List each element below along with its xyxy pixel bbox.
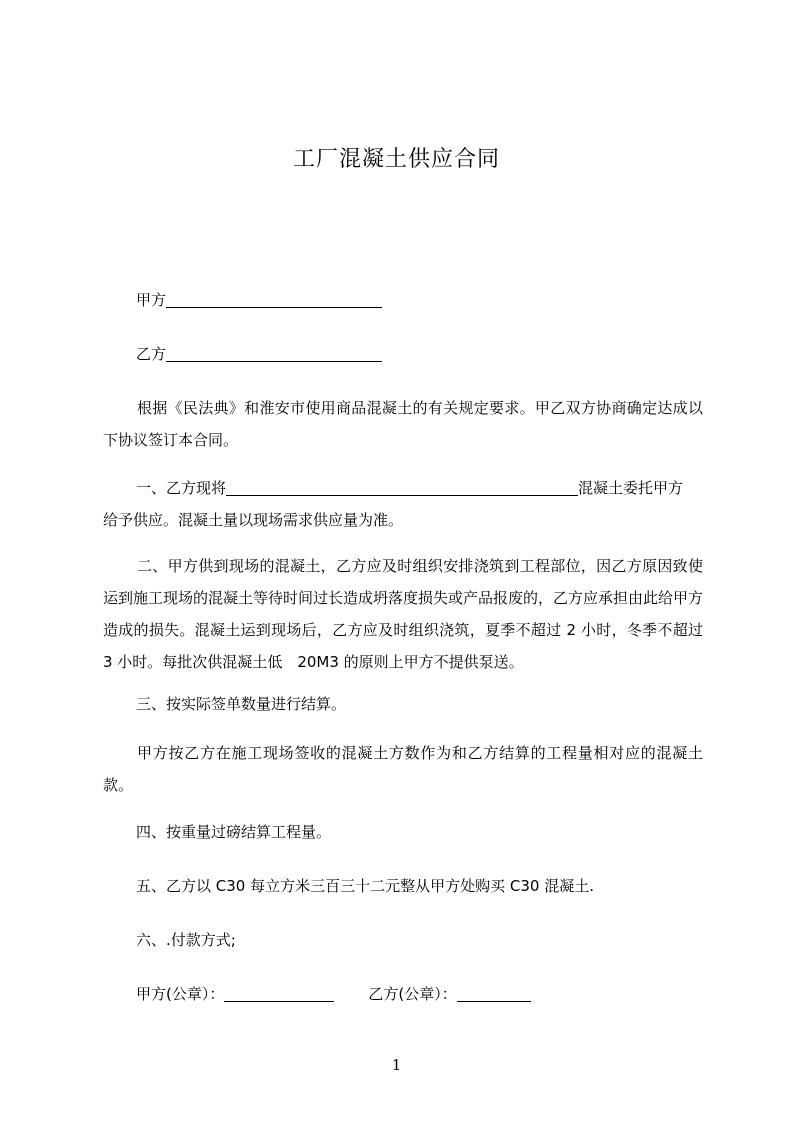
clause-5-paragraph: 五、乙方以 C30 每立方米三百三十二元整从甲方处购买 C30 混凝土.: [136, 877, 594, 895]
party-b-label: 乙方: [136, 345, 167, 363]
seal-line: [136, 978, 736, 1010]
seal-a-label: 甲方(公章）：: [136, 985, 225, 1003]
page-number: 1: [391, 1056, 402, 1074]
seal-b-blank: [457, 983, 531, 1002]
clause-2-paragraph: 二、甲方供到现场的混凝土，乙方应及时组织安排浇筑到工程部位，因乙方原因致使运到施工现场的混凝土等待时间过长造成坍落度损失或产品报废的，乙方应承担由此给甲方造成的损失。混凝土运到现场后，乙方应及时组织浇筑，夏季不超过 2 小时，冬季不超过 3 小时。每批次供混凝土低 20M3 的原则上甲方不提供泵送。: [103, 557, 704, 671]
intro-paragraph: 根据《民法典》和淮安市使用商品混凝土的有关规定要求。甲乙双方协商确定达成以下协议签订本合同。: [103, 399, 703, 449]
party-b-line: [136, 338, 736, 370]
party-a-label: 甲方: [136, 291, 167, 309]
clause-1-blank: [226, 477, 578, 496]
clause-3-heading: 三、按实际签单数量进行结算。: [136, 695, 347, 713]
clause-3-detail: 甲方按乙方在施工现场签收的混凝土方数作为和乙方结算的工程量相对应的混凝土款。: [103, 744, 703, 794]
clause-1-suffix: 混凝土委托甲方: [578, 479, 684, 497]
document-title: 工厂混凝土供应合同: [292, 147, 500, 172]
seal-a-blank: [224, 983, 334, 1002]
seal-b-label: 乙方(公章）：: [368, 985, 457, 1003]
party-a-blank: [166, 289, 382, 308]
clause-1-line: [136, 472, 736, 504]
clause-6-heading: 六、.付款方式;: [136, 931, 236, 949]
clause-1-continuation: 给予供应。混凝土量以现场需求供应量为准。: [103, 511, 404, 529]
clause-4-heading: 四、按重量过磅结算工程量。: [136, 823, 332, 841]
clause-1-prefix: 一、乙方现将: [136, 479, 227, 497]
party-b-blank: [166, 343, 382, 362]
party-a-line: [136, 284, 736, 316]
